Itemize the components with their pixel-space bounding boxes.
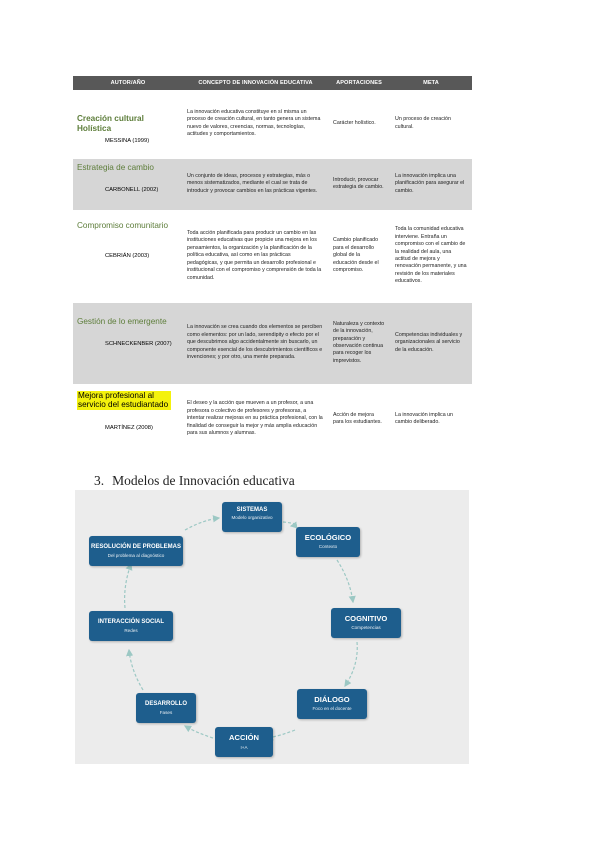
- author-name: CEBRIÁN (2003): [105, 252, 150, 259]
- node-subtitle: Modelo organizativo: [231, 515, 273, 520]
- innovation-models-diagram: [75, 490, 469, 764]
- contribution-text: Cambio planificado para el desarrollo global de la educación desde el compromiso.: [333, 237, 379, 274]
- goal-cell: [390, 210, 472, 302]
- description-text: Un conjunto de ideas, procesos y estrategias, más o menos sistematizados, mediante el cual se trata de introducir y provocar cambios en las prácticas vigentes.: [187, 172, 318, 194]
- header-concept: CONCEPTO DE INNOVACIÓN EDUCATIVA: [183, 76, 328, 90]
- arrow-cognitivo-dialogo: [345, 642, 357, 686]
- author-cell: [73, 210, 183, 302]
- node-interaccion-social: [89, 611, 173, 641]
- section-heading: [94, 473, 295, 489]
- section-title: Modelos de Innovación educativa: [112, 473, 295, 488]
- table-row: [73, 384, 472, 454]
- table-row: [73, 158, 472, 210]
- description-text: El deseo y la acción que mueven a un profesor, a una profesora o colectivo de profesores y profesoras, a intentar realizar mejoras en su práctica profesional, con la finalidad de conseguir la mejor y más amplia educación para sus alumnos y alumnas.: [187, 400, 323, 437]
- contribution-text: Acción de mejora para los estudiantes.: [333, 411, 382, 425]
- contribution-cell: [328, 384, 390, 454]
- node-cognitivo: [331, 608, 401, 638]
- header-author-year: AUTOR/AÑO: [73, 76, 183, 90]
- description-cell: [183, 210, 328, 302]
- goal-cell: [390, 302, 472, 384]
- description-cell: [183, 90, 328, 158]
- goal-text: La innovación implica una planificación para asegurar el cambio.: [395, 172, 465, 194]
- contribution-cell: [328, 210, 390, 302]
- goal-cell: [390, 384, 472, 454]
- contribution-cell: [328, 158, 390, 210]
- goal-text: Toda la comunidad educativa interviene. Entraña un compromiso con el cambio de la realidad del aula, una actitud de mejora y renovación permanente, y una revisión de los materiales educativos.: [395, 226, 467, 285]
- node-title: ECOLÓGICO: [304, 533, 352, 542]
- header-contributions: APORTACIONES: [328, 76, 390, 90]
- concept-label: Estrategia de cambio: [77, 162, 154, 172]
- goal-text: Competencias individuales y organizacionales al servicio de la educación.: [395, 331, 463, 353]
- node-subtitle: Contexto: [318, 544, 338, 549]
- concept-label: Mejora profesional al servicio del estudiantado: [77, 391, 171, 410]
- node-resolucion-problemas: [89, 536, 183, 566]
- contribution-cell: [328, 90, 390, 158]
- arrow-accion-desarrollo: [185, 726, 213, 738]
- contribution-text: Introducir, provocar estrategia de cambio.: [333, 176, 384, 190]
- description-text: Toda acción planificada para producir un cambio en las instituciones educativas que propicie una mejora en los pensamientos, la organización y la planificación de la política educativa, así como en las prácticas pedagógicas, y que permita un desarrollo profesional e institucional con el compromiso y comprensión de toda la comunidad.: [187, 230, 322, 281]
- node-subtitle: Competencias: [351, 625, 381, 630]
- table-header-row: [73, 76, 472, 90]
- author-cell: [73, 158, 183, 210]
- node-subtitle: Del problema al diagnóstico: [107, 553, 165, 558]
- author-cell: [73, 384, 183, 454]
- table-row: [73, 302, 472, 384]
- section-number: 3.: [94, 473, 105, 488]
- goal-text: La innovación implica un cambio deliberado.: [395, 411, 454, 425]
- node-title: ACCIÓN: [229, 733, 259, 742]
- goal-text: Un proceso de creación cultural.: [395, 116, 451, 130]
- description-text: La innovación se crea cuando dos elementos se perciben como elementos: por un lado, serendipity o efecto por el que descubrimos algo accidentalmente sin buscarlo, un componente esencial de los descubrimientos científicos e invenciones; y por otro, una mente preparada.: [187, 324, 323, 361]
- author-cell: [73, 302, 183, 384]
- author-name: MARTÍNEZ (2008): [105, 424, 153, 431]
- concept-label: Gestión de lo emergente: [77, 316, 167, 326]
- description-text: La innovación educativa constituye en sí misma un proceso de creación cultural, en tanto genera un sistema nuevo de valores, creencias, normas, tecnologías, actitudes y comportamientos.: [187, 108, 321, 138]
- node-sistemas: [222, 502, 282, 532]
- contribution-cell: [328, 302, 390, 384]
- author-name: CARBONELL (2002): [105, 186, 159, 193]
- node-accion: [215, 727, 273, 757]
- author-cell: [73, 90, 183, 158]
- arrow-interaccion-resolucion: [125, 564, 131, 608]
- node-title: DIÁLOGO: [314, 695, 350, 704]
- description-cell: [183, 158, 328, 210]
- author-name: SCHNECKENBER (2007): [105, 340, 172, 347]
- node-title: SISTEMAS: [236, 507, 268, 513]
- table-row: [73, 210, 472, 302]
- arrow-sistemas-ecologico: [283, 522, 296, 526]
- node-title: RESOLUCIÓN DE PROBLEMAS: [90, 544, 181, 550]
- description-cell: [183, 302, 328, 384]
- node-subtitle: Fases: [159, 710, 173, 715]
- goal-cell: [390, 158, 472, 210]
- header-goal: META: [390, 76, 472, 90]
- arrow-ecologico-cognitivo: [337, 560, 353, 602]
- concept-label: Compromiso comunitario: [77, 220, 169, 230]
- concept-label: Creación cultural Holística: [77, 114, 144, 133]
- node-subtitle: Foco en el docente: [312, 706, 352, 711]
- node-desarrollo: [136, 693, 196, 723]
- contribution-text: Naturaleza y contexto de la innovación, preparación y observación continua para recoger los imprevistos.: [333, 320, 385, 364]
- innovation-concepts-table: [73, 76, 472, 455]
- arrow-desarrollo-interaccion: [129, 650, 143, 690]
- node-title: DESARROLLO: [145, 701, 187, 707]
- goal-cell: [390, 90, 472, 158]
- author-name: MESSINA (1999): [105, 138, 150, 144]
- contribution-text: Carácter holístico.: [333, 120, 376, 127]
- node-ecologico: [296, 527, 360, 557]
- description-cell: [183, 384, 328, 454]
- node-title: COGNITIVO: [344, 614, 388, 623]
- arrow-resolucion-sistemas: [185, 518, 219, 530]
- node-title: INTERACCIÓN SOCIAL: [98, 619, 164, 625]
- node-dialogo: [297, 689, 367, 719]
- node-subtitle: Redes: [124, 628, 138, 633]
- table-row: [73, 90, 472, 158]
- node-subtitle: I+A: [240, 745, 248, 750]
